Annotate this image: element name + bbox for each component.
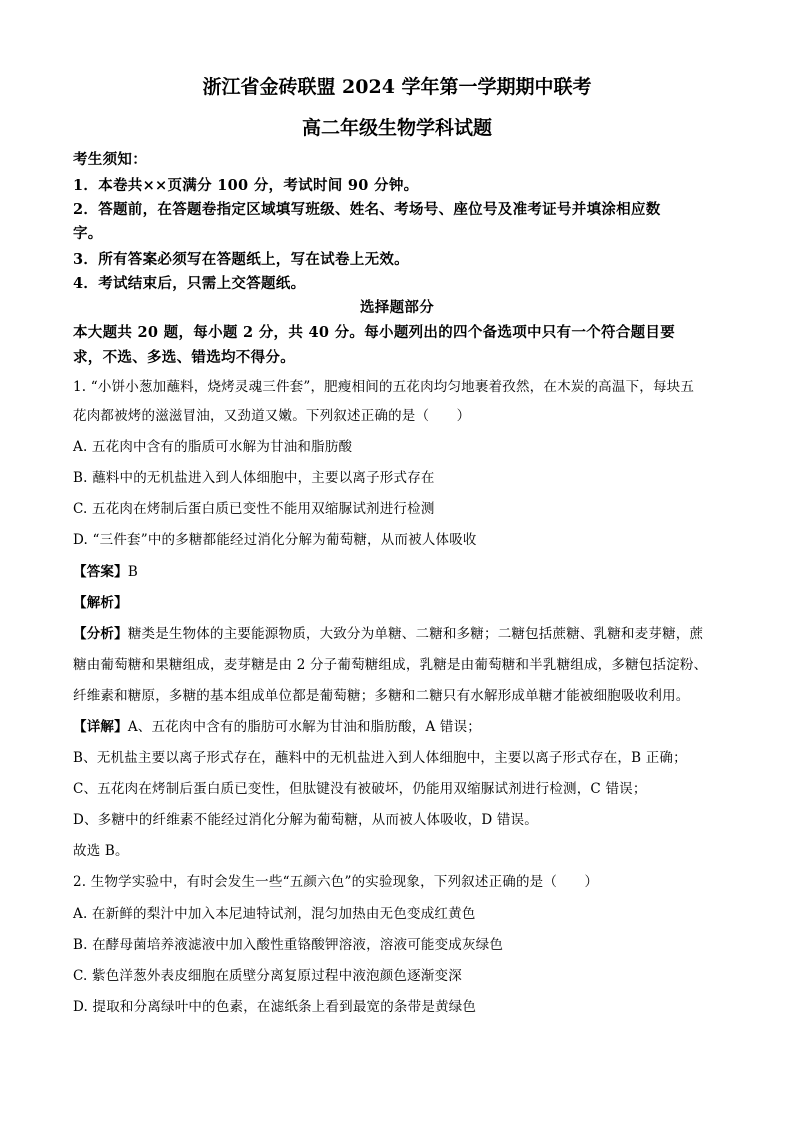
section-heading: 选择题部分 <box>360 299 434 316</box>
q1-option-d: D. “三件套”中的多糖都能经过消化分解为葡萄糖，从而被人体吸收 <box>73 532 477 548</box>
q1-analysis-line-3: 纤维素和糖原，多糖的基本组成单位都是葡萄糖；多糖和二糖只有水解形成单糖才能被细胞吸收利用。 <box>73 688 690 704</box>
analysis-text: 糖类是生物体的主要能源物质，大致分为单糖、二糖和多糖；二糖包括蔗糖、乳糖和麦芽糖，蔗 <box>127 626 704 642</box>
q1-analysis-line-2: 糖由葡萄糖和果糖组成，麦芽糖是由 2 分子葡萄糖组成，乳糖是由葡萄糖和半乳糖组成，多糖包括淀粉、 <box>73 657 708 673</box>
detail-tag: 【详解】 <box>73 719 128 735</box>
q2-stem: 2. 生物学实验中，有时会发生一些“五颜六色”的实验现象，下列叙述正确的是（ ） <box>73 874 599 890</box>
q1-analysis-line-1 <box>73 622 703 642</box>
answer-value: B <box>127 564 138 580</box>
q1-explanation-tag: 【解析】 <box>73 595 128 611</box>
answer-tag: 【答案】 <box>73 564 128 580</box>
notice-item-3: 3．所有答案必须写在答题纸上，写在试卷上无效。 <box>73 251 409 268</box>
q1-conclusion: 故选 B。 <box>73 843 129 859</box>
section-instructions-2: 求，不选、多选、错选均不得分。 <box>73 349 295 366</box>
notice-item-2-cont: 字。 <box>73 225 103 242</box>
q1-answer <box>73 560 138 580</box>
q2-option-a: A. 在新鲜的梨汁中加入本尼迪特试剂，混匀加热由无色变成红黄色 <box>73 906 476 922</box>
q1-stem-line-1: 1. “小饼小葱加蘸料，烧烤灵魂三件套”，肥瘦相间的五花肉均匀地裹着孜然，在木炭的高温下，每块五 <box>73 379 695 395</box>
notice-heading: 考生须知： <box>73 151 147 168</box>
q1-option-b: B. 蘸料中的无机盐进入到人体细胞中，主要以离子形式存在 <box>73 470 435 486</box>
analysis-tag: 【分析】 <box>73 626 128 642</box>
detail-text: A、五花肉中含有的脂肪可水解为甘油和脂肪酸，A 错误； <box>127 719 482 735</box>
exam-subtitle: 高二年级生物学科试题 <box>301 117 492 139</box>
section-instructions-1: 本大题共 20 题，每小题 2 分，共 40 分。每小题列出的四个备选项中只有一个符合题目要 <box>73 324 676 341</box>
notice-item-2: 2．答题前，在答题卷指定区域填写班级、姓名、考场号、座位号及准考证号并填涂相应数 <box>73 201 661 218</box>
q2-option-b: B. 在酵母菌培养液滤液中加入酸性重铬酸钾溶液，溶液可能变成灰绿色 <box>73 937 504 953</box>
q1-detail-line-4: D、多糖中的纤维素不能经过消化分解为葡萄糖，从而被人体吸收，D 错误。 <box>73 812 538 828</box>
notice-item-4: 4．考试结束后，只需上交答题纸。 <box>73 275 306 292</box>
q1-detail-line-2: B、无机盐主要以离子形式存在，蘸料中的无机盐进入到人体细胞中，主要以离子形式存在，B 正确； <box>73 750 687 766</box>
q2-option-d: D. 提取和分离绿叶中的色素，在滤纸条上看到最宽的条带是黄绿色 <box>73 999 477 1015</box>
q1-detail-line-1 <box>73 715 481 735</box>
q1-option-a: A. 五花肉中含有的脂质可水解为甘油和脂肪酸 <box>73 439 353 455</box>
q1-option-c: C. 五花肉在烤制后蛋白质已变性不能用双缩脲试剂进行检测 <box>73 501 435 517</box>
exam-title: 浙江省金砖联盟 2024 学年第一学期期中联考 <box>202 76 592 98</box>
q2-option-c: C. 紫色洋葱外表皮细胞在质壁分离复原过程中液泡颜色逐渐变深 <box>73 968 462 984</box>
q1-detail-line-3: C、五花肉在烤制后蛋白质已变性，但肽键没有被破坏，仍能用双缩脲试剂进行检测，C 错误； <box>73 781 647 797</box>
notice-item-1: 1．本卷共××页满分 100 分，考试时间 90 分钟。 <box>73 177 419 194</box>
q1-stem-line-2: 花肉都被烤的滋滋冒油，又劲道又嫩。下列叙述正确的是（ ） <box>73 408 471 424</box>
